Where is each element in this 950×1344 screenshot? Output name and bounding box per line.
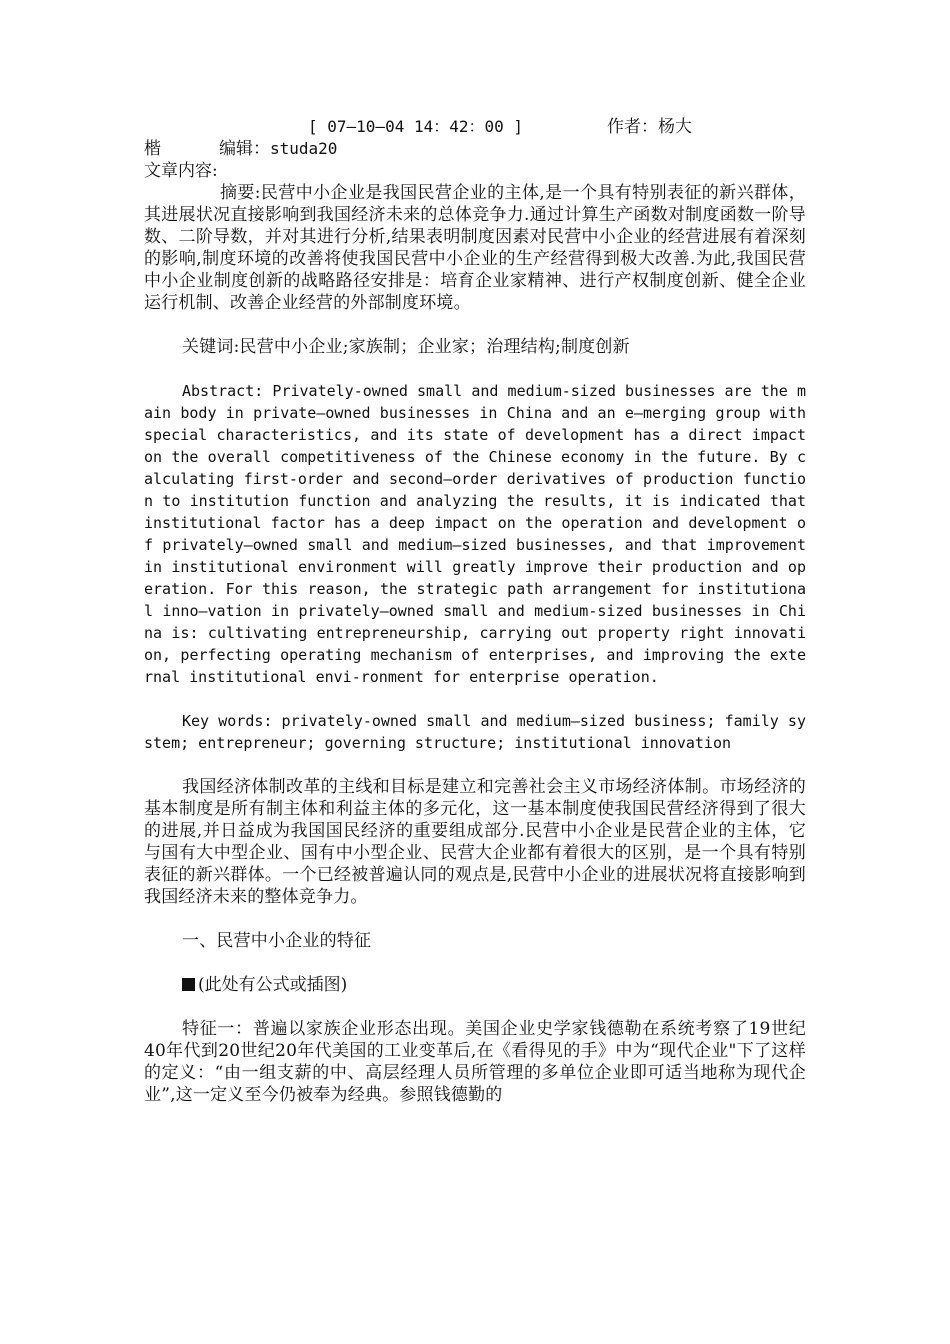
publish-timestamp: [ 07—10—04 14：42：00 ] — [308, 117, 524, 136]
spacer — [144, 996, 806, 1018]
spacer — [144, 908, 806, 930]
keywords-chinese: 关键词:民营中小企业;家族制；企业家；治理结构;制度创新 — [182, 337, 630, 357]
abstract-english: Abstract: Privately-owned small and medium-sized businesses are the main body in private—owned businesses in China and an e—merging group with special characteristics, and its state of development has a direct impact on the overall competitiveness of the Chinese economy in the future. By calculating first-order and second—order derivatives of production function to institution function and analyzing the results, it is indicated that institutional factor has a deep impact on the operation and development of privately—owned small and medium—sized businesses, and that improvement in institutional environment will greatly improve their production and operation. For this reason, the strategic path arrangement for institutional inno—vation in privately—owned small and medium-sized businesses in China is: cultivating entrepreneurship, carrying out property right innovation, perfecting operating mechanism of enterprises, and improving the external institutional envi-ronment for enterprise operation. — [144, 382, 806, 686]
body-intro-paragraph: 我国经济体制改革的主线和目标是建立和完善社会主义市场经济体制。市场经济的基本制度是所有制主体和利益主体的多元化，这一基本制度使我国民营经济得到了很大的进展,并日益成为我国国民经济的重要组成部分.民营中小企业是民营企业的主体，它与国有大中型企业、国有中小型企业、民营大企业都有着很大的区别，是一个具有特别表征的新兴群体。一个已经被普遍认同的观点是,民营中小企业的进展状况将直接影响到我国经济未来的整体竞争力。 — [144, 777, 806, 907]
author-name-first: 杨大 — [658, 117, 693, 137]
spacer — [144, 688, 806, 710]
editor-label: 编辑： — [219, 139, 270, 159]
article-meta-line-2 — [144, 138, 806, 160]
author-name-last: 楷 — [144, 139, 161, 159]
spacer — [144, 358, 806, 380]
editor-name: studa20 — [270, 139, 338, 158]
spacer — [144, 314, 806, 336]
document-page — [144, 116, 806, 1106]
spacer — [144, 754, 806, 776]
formula-placeholder-text: (此处有公式或插图) — [198, 975, 348, 995]
spacer — [144, 952, 806, 974]
author-label: 作者： — [607, 117, 659, 137]
formula-placeholder — [144, 974, 806, 996]
section-heading: 一、民营中小企业的特征 — [182, 931, 372, 951]
abstract-chinese: 摘要:民营中小企业是我国民营企业的主体,是一个具有特别表征的新兴群体，其进展状况直接影响到我国经济未来的总体竞争力.通过计算生产函数对制度函数一阶导数、二阶导数，并对其进行分析,结果表明制度因素对民营中小企业的经营进展有着深刻的影响,制度环境的改善将使我国民营中小企业的生产经营得到极大改善.为此,我国民营中小企业制度创新的战略路径安排是：培育企业家精神、进行产权制度创新、健全企业运行机制、改善企业经营的外部制度环境。 — [144, 183, 806, 313]
feature-one-paragraph: 特征一：普遍以家族企业形态出现。美国企业史学家钱德勒在系统考察了19世纪40年代到20世纪20年代美国的工业变革后,在《看得见的手》中为“现代企业"下了这样的定义：“由一组支薪的中、高层经理人员所管理的多单位企业即可适当地称为现代企业”,这一定义至今仍被奉为经典。参照钱德勤的 — [144, 1019, 806, 1105]
content-label: 文章内容: — [144, 161, 218, 181]
filled-square-icon — [182, 978, 195, 991]
keywords-english: Key words: privately-owned small and medium—sized business; family system; entrepreneur; governing structure; institutional innovation — [144, 712, 806, 752]
article-meta-line — [144, 116, 806, 138]
